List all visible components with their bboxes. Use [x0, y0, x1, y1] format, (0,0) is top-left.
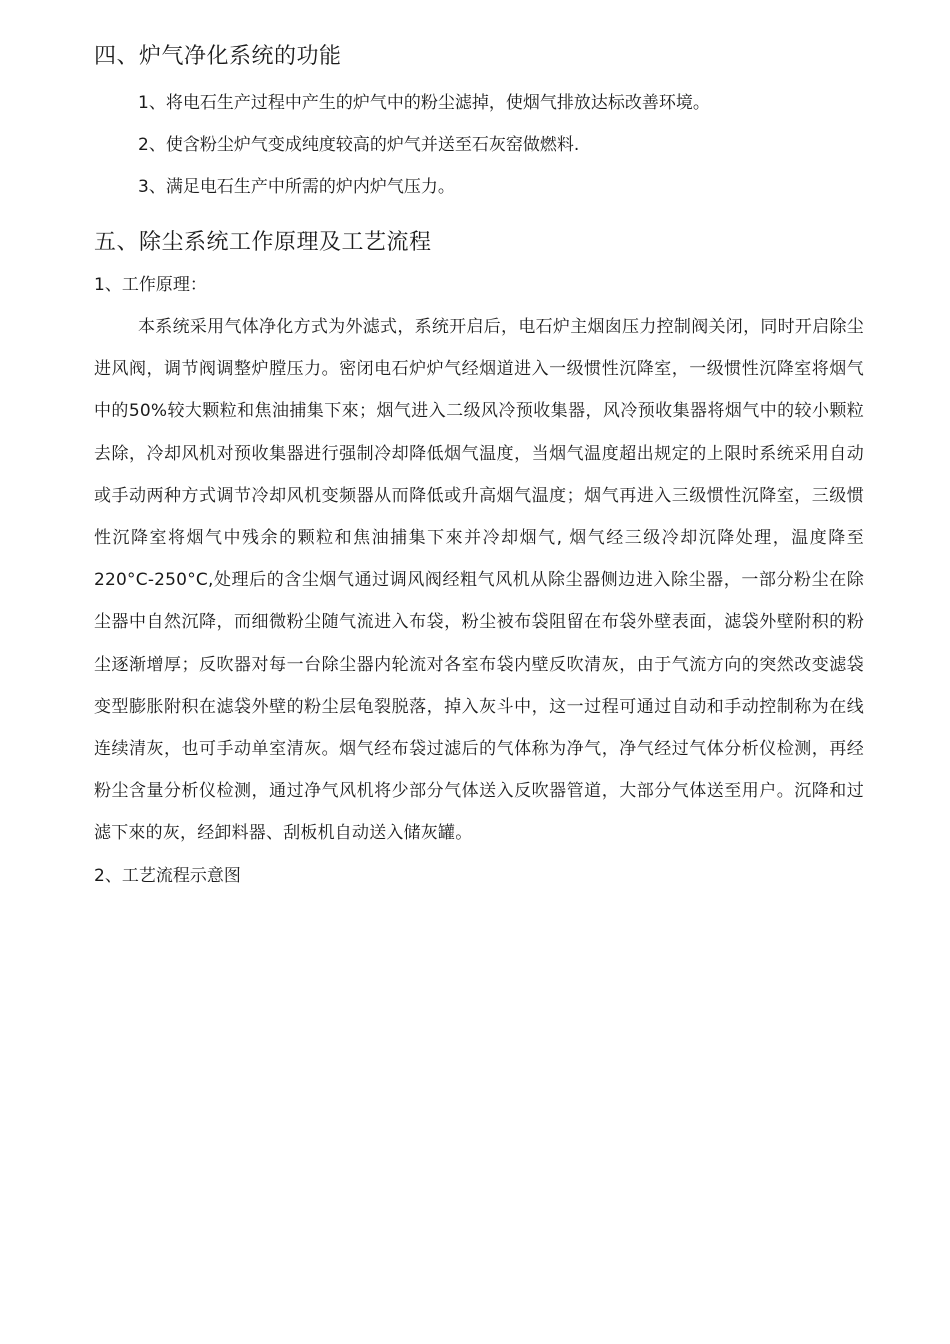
function-item-2: 2、使含粉尘炉气变成纯度较高的炉气并送至石灰窑做燃料. — [138, 135, 580, 155]
section-4-title: 四、炉气净化系统的功能 — [94, 44, 342, 69]
working-principle-paragraph: 本系统采用气体净化方式为外滤式，系统开启后，电石炉主烟囱压力控制阀关闭，同时开启除尘进风阀，调节阀调整炉膛压力。密闭电石炉炉气经烟道进入一级惯性沉降室，一级惯性沉降室将烟气中的50%较大颗粒和焦油捕集下來；烟气进入二级风冷预收集器，风冷预收集器将烟气中的较小颗粒去除，冷却风机对预收集器进行强制冷却降低烟气温度，当烟气温度超出规定的上限时系统采用自动或手动两种方式调节冷却风机变频器从而降低或升高烟气温度；烟气再进入三级惯性沉降室，三级惯性沉降室将烟气中残余的颗粒和焦油捕集下來并冷却烟气, 烟气经三级冷却沉降处理，温度降至220°C-250°C,处理后的含尘烟气通过调风阀经粗气风机从除尘器侧边进入除尘器，一部分粉尘在除尘器中自然沉降，而细微粉尘随气流进入布袋，粉尘被布袋阻留在布袋外壁表面，滤袋外壁附积的粉尘逐渐增厚；反吹器对每一台除尘器内轮流对各室布袋内壁反吹清灰，由于气流方向的突然改变滤袋变型膨胀附积在滤袋外壁的粉尘层龟裂脱落，掉入灰斗中，这一过程可通过自动和手动控制称为在线连续清灰，也可手动单室清灰。烟气经布袋过滤后的气体称为净气，净气经过气体分析仪检测，再经粉尘含量分析仪检测，通过净气风机将少部分气体送入反吹器管道，大部分气体送至用户。沉降和过滤下來的灰，经卸料器、刮板机自动送入储灰罐。 — [94, 317, 864, 844]
function-item-3: 3、满足电石生产中所需的炉内炉气压力。 — [138, 177, 455, 197]
document-page — [94, 40, 864, 897]
process-flow-heading: 2、工艺流程示意图 — [94, 865, 241, 886]
function-item-1: 1、将电石生产过程中产生的炉气中的粉尘滤掉，使烟气排放达标改善环境。 — [138, 93, 710, 113]
section-5-title: 五、除尘系统工作原理及工艺流程 — [94, 230, 432, 255]
working-principle-heading: 1、工作原理： — [94, 275, 207, 295]
